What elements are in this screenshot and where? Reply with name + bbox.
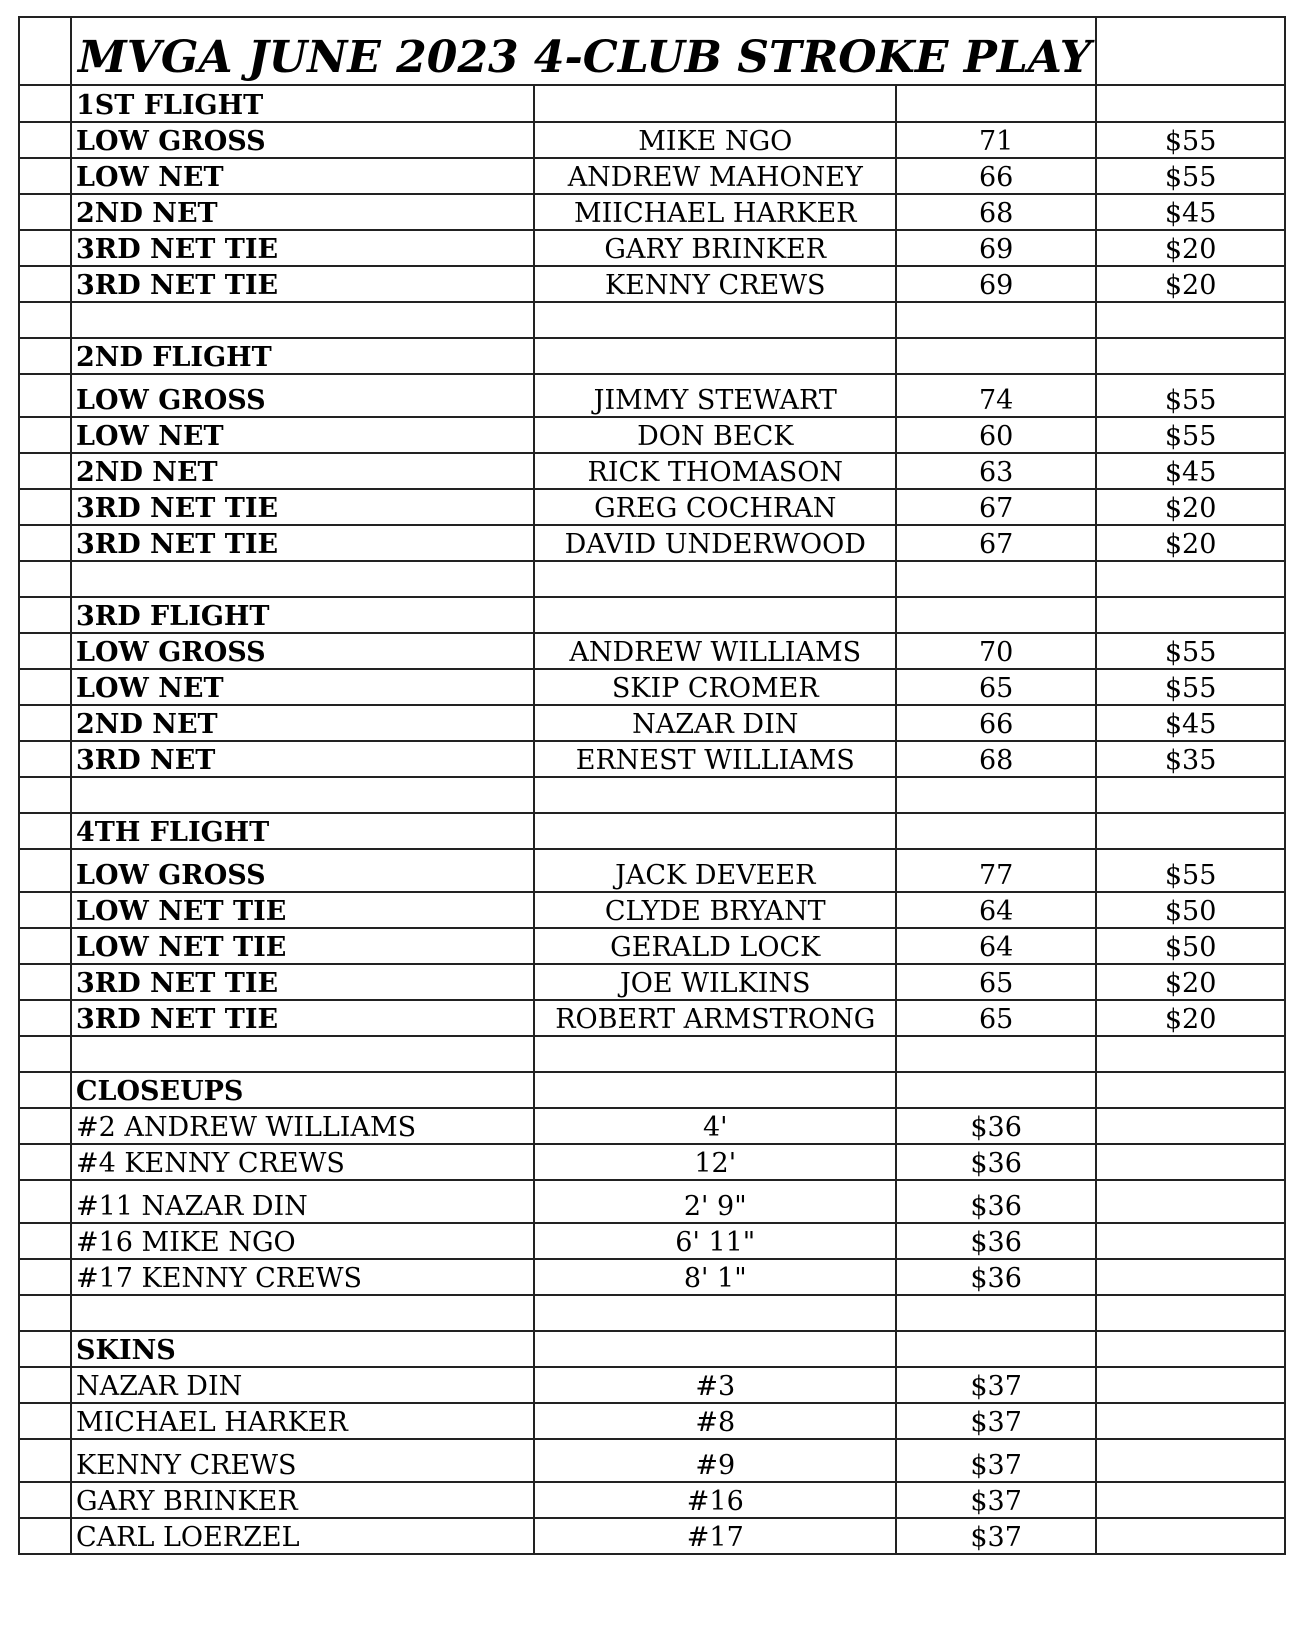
score-amount-cell: 66 [896,705,1096,741]
index-cell [19,561,71,597]
score-amount-cell: 65 [896,669,1096,705]
score-amount-cell: 64 [896,892,1096,928]
index-cell [19,1295,71,1331]
score-amount-cell: $37 [896,1403,1096,1439]
score-amount-cell [896,777,1096,813]
table-row [19,338,1285,374]
payout-cell [1096,338,1285,374]
label-cell: 3RD NET [71,741,534,777]
name-value-cell: 8' 1" [534,1259,896,1295]
score-amount-cell: 63 [896,453,1096,489]
label-cell: LOW GROSS [71,633,534,669]
payout-cell: $20 [1096,489,1285,525]
payout-cell [1096,597,1285,633]
table-row [19,1259,1285,1295]
name-value-cell: GREG COCHRAN [534,489,896,525]
score-amount-cell: 67 [896,489,1096,525]
index-cell [19,1482,71,1518]
score-amount-cell [896,813,1096,849]
payout-cell [1096,1036,1285,1072]
payout-cell: $50 [1096,892,1285,928]
label-cell: 2ND NET [71,194,534,230]
table-row [19,489,1285,525]
name-value-cell [534,85,896,122]
index-cell [19,417,71,453]
table-row [19,1180,1285,1223]
name-value-cell [534,597,896,633]
index-cell [19,597,71,633]
score-amount-cell: $36 [896,1223,1096,1259]
index-cell [19,17,71,85]
label-cell: 3RD NET TIE [71,266,534,302]
table-row [19,1518,1285,1554]
label-cell: #4 KENNY CREWS [71,1144,534,1180]
payout-cell: $45 [1096,453,1285,489]
index-cell [19,633,71,669]
label-cell: #17 KENNY CREWS [71,1259,534,1295]
label-cell: LOW NET TIE [71,928,534,964]
index-cell [19,338,71,374]
name-value-cell: GARY BRINKER [534,230,896,266]
label-cell: 1ST FLIGHT [71,85,534,122]
table-row [19,525,1285,561]
score-amount-cell [896,1331,1096,1367]
index-cell [19,85,71,122]
label-cell [71,1295,534,1331]
name-value-cell: #17 [534,1518,896,1554]
index-cell [19,669,71,705]
table-row [19,1367,1285,1403]
table-row [19,1072,1285,1108]
score-amount-cell: $36 [896,1108,1096,1144]
table-row [19,1223,1285,1259]
payout-cell: $55 [1096,158,1285,194]
name-value-cell [534,338,896,374]
payout-cell [1096,1367,1285,1403]
payout-cell: $55 [1096,633,1285,669]
table-row [19,741,1285,777]
score-amount-cell: 71 [896,122,1096,158]
payout-cell: $55 [1096,374,1285,417]
score-amount-cell: $37 [896,1439,1096,1482]
score-amount-cell: $37 [896,1518,1096,1554]
label-cell: 3RD NET TIE [71,964,534,1000]
name-value-cell: DON BECK [534,417,896,453]
score-amount-cell: 65 [896,1000,1096,1036]
payout-cell [1096,85,1285,122]
index-cell [19,122,71,158]
index-cell [19,892,71,928]
page-title: MVGA JUNE 2023 4-CLUB STROKE PLAY [71,17,1096,85]
score-amount-cell [896,1036,1096,1072]
payout-cell [1096,1108,1285,1144]
score-amount-cell: $36 [896,1259,1096,1295]
label-cell [71,302,534,338]
table-row [19,158,1285,194]
table-row [19,417,1285,453]
payout-cell [1096,1180,1285,1223]
label-cell: LOW NET TIE [71,892,534,928]
table-row [19,561,1285,597]
index-cell [19,230,71,266]
name-value-cell: #16 [534,1482,896,1518]
table-row [19,453,1285,489]
payout-cell [1096,1295,1285,1331]
score-amount-cell: 64 [896,928,1096,964]
table-row [19,1000,1285,1036]
index-cell [19,1518,71,1554]
table-row [19,85,1285,122]
payout-cell: $55 [1096,669,1285,705]
label-cell [71,777,534,813]
payout-cell: $20 [1096,525,1285,561]
label-cell: 3RD NET TIE [71,230,534,266]
table-row [19,1295,1285,1331]
name-value-cell: 2' 9" [534,1180,896,1223]
name-value-cell [534,777,896,813]
score-amount-cell: 68 [896,194,1096,230]
payout-cell [1096,1072,1285,1108]
payout-cell [1096,1403,1285,1439]
index-cell [19,741,71,777]
label-cell: #16 MIKE NGO [71,1223,534,1259]
name-value-cell: ANDREW WILLIAMS [534,633,896,669]
name-value-cell: GERALD LOCK [534,928,896,964]
index-cell [19,1180,71,1223]
name-value-cell: MIICHAEL HARKER [534,194,896,230]
label-cell: 4TH FLIGHT [71,813,534,849]
score-amount-cell: 69 [896,230,1096,266]
label-cell: 2ND NET [71,453,534,489]
index-cell [19,813,71,849]
name-value-cell [534,1331,896,1367]
score-amount-cell: 66 [896,158,1096,194]
table-row [19,194,1285,230]
results-table [18,16,1286,1555]
name-value-cell: #8 [534,1403,896,1439]
label-cell: #2 ANDREW WILLIAMS [71,1108,534,1144]
payout-cell [1096,813,1285,849]
index-cell [19,1108,71,1144]
score-amount-cell: 60 [896,417,1096,453]
name-value-cell [534,302,896,338]
name-value-cell: #3 [534,1367,896,1403]
index-cell [19,266,71,302]
payout-cell [1096,777,1285,813]
name-value-cell: MIKE NGO [534,122,896,158]
payout-cell [1096,1223,1285,1259]
label-cell: GARY BRINKER [71,1482,534,1518]
payout-cell: $45 [1096,705,1285,741]
name-value-cell [534,561,896,597]
label-cell: 2ND FLIGHT [71,338,534,374]
index-cell [19,928,71,964]
label-cell: SKINS [71,1331,534,1367]
table-row [19,777,1285,813]
table-row [19,1036,1285,1072]
table-row [19,302,1285,338]
payout-cell: $20 [1096,266,1285,302]
index-cell [19,1000,71,1036]
payout-cell [1096,1259,1285,1295]
score-amount-cell: 65 [896,964,1096,1000]
table-row [19,1331,1285,1367]
label-cell: CARL LOERZEL [71,1518,534,1554]
score-amount-cell [896,338,1096,374]
label-cell: 3RD FLIGHT [71,597,534,633]
table-row [19,597,1285,633]
name-value-cell: DAVID UNDERWOOD [534,525,896,561]
results-table-body [19,17,1285,1554]
payout-cell [1096,1331,1285,1367]
name-value-cell: CLYDE BRYANT [534,892,896,928]
index-cell [19,374,71,417]
index-cell [19,525,71,561]
label-cell: LOW GROSS [71,374,534,417]
score-amount-cell [896,597,1096,633]
payout-cell: $55 [1096,417,1285,453]
score-amount-cell [896,1295,1096,1331]
score-amount-cell: 68 [896,741,1096,777]
table-row [19,122,1285,158]
name-value-cell: JIMMY STEWART [534,374,896,417]
name-value-cell: ERNEST WILLIAMS [534,741,896,777]
index-cell [19,1144,71,1180]
payout-cell [1096,302,1285,338]
table-row [19,374,1285,417]
table-row [19,266,1285,302]
name-value-cell: 4' [534,1108,896,1144]
name-value-cell: 12' [534,1144,896,1180]
name-value-cell: JOE WILKINS [534,964,896,1000]
score-amount-cell: 74 [896,374,1096,417]
score-amount-cell: $37 [896,1482,1096,1518]
index-cell [19,1036,71,1072]
label-cell: KENNY CREWS [71,1439,534,1482]
payout-cell: $20 [1096,1000,1285,1036]
index-cell [19,1439,71,1482]
table-row [19,705,1285,741]
index-cell [19,158,71,194]
name-value-cell: JACK DEVEER [534,849,896,892]
payout-cell [1096,1482,1285,1518]
table-row [19,928,1285,964]
score-amount-cell [896,302,1096,338]
table-row [19,1403,1285,1439]
index-cell [19,302,71,338]
payout-cell: $55 [1096,849,1285,892]
index-cell [19,1403,71,1439]
index-cell [19,964,71,1000]
payout-cell [1096,1518,1285,1554]
name-value-cell: ANDREW MAHONEY [534,158,896,194]
index-cell [19,1367,71,1403]
payout-cell [1096,1144,1285,1180]
table-row [19,1439,1285,1482]
table-row [19,964,1285,1000]
name-value-cell: RICK THOMASON [534,453,896,489]
name-value-cell [534,1072,896,1108]
label-cell: LOW NET [71,669,534,705]
score-amount-cell: 70 [896,633,1096,669]
title-blank-cell [1096,17,1285,85]
score-amount-cell: 67 [896,525,1096,561]
payout-cell: $20 [1096,230,1285,266]
table-row [19,230,1285,266]
name-value-cell: #9 [534,1439,896,1482]
payout-cell: $20 [1096,964,1285,1000]
table-row [19,813,1285,849]
score-amount-cell: $36 [896,1144,1096,1180]
label-cell: #11 NAZAR DIN [71,1180,534,1223]
name-value-cell: SKIP CROMER [534,669,896,705]
score-amount-cell: $37 [896,1367,1096,1403]
table-row [19,1144,1285,1180]
name-value-cell [534,1295,896,1331]
payout-cell: $50 [1096,928,1285,964]
label-cell [71,561,534,597]
payout-cell: $35 [1096,741,1285,777]
label-cell: MICHAEL HARKER [71,1403,534,1439]
label-cell: NAZAR DIN [71,1367,534,1403]
index-cell [19,1223,71,1259]
index-cell [19,453,71,489]
index-cell [19,194,71,230]
label-cell: 3RD NET TIE [71,1000,534,1036]
label-cell: LOW NET [71,417,534,453]
table-row [19,849,1285,892]
index-cell [19,705,71,741]
index-cell [19,1331,71,1367]
label-cell: 3RD NET TIE [71,489,534,525]
name-value-cell: KENNY CREWS [534,266,896,302]
name-value-cell: 6' 11" [534,1223,896,1259]
table-row [19,633,1285,669]
score-amount-cell [896,1072,1096,1108]
score-amount-cell: 69 [896,266,1096,302]
label-cell: 3RD NET TIE [71,525,534,561]
name-value-cell: NAZAR DIN [534,705,896,741]
name-value-cell [534,1036,896,1072]
table-row [19,1108,1285,1144]
score-amount-cell [896,561,1096,597]
payout-cell [1096,561,1285,597]
table-row [19,1482,1285,1518]
label-cell: LOW GROSS [71,122,534,158]
name-value-cell [534,813,896,849]
index-cell [19,1259,71,1295]
label-cell: LOW NET [71,158,534,194]
label-cell [71,1036,534,1072]
payout-cell [1096,1439,1285,1482]
label-cell: CLOSEUPS [71,1072,534,1108]
label-cell: LOW GROSS [71,849,534,892]
index-cell [19,849,71,892]
table-row [19,892,1285,928]
table-row [19,669,1285,705]
label-cell: 2ND NET [71,705,534,741]
name-value-cell: ROBERT ARMSTRONG [534,1000,896,1036]
score-amount-cell: $36 [896,1180,1096,1223]
score-amount-cell: 77 [896,849,1096,892]
index-cell [19,777,71,813]
score-amount-cell [896,85,1096,122]
index-cell [19,489,71,525]
payout-cell: $55 [1096,122,1285,158]
payout-cell: $45 [1096,194,1285,230]
title-row [19,17,1285,85]
index-cell [19,1072,71,1108]
